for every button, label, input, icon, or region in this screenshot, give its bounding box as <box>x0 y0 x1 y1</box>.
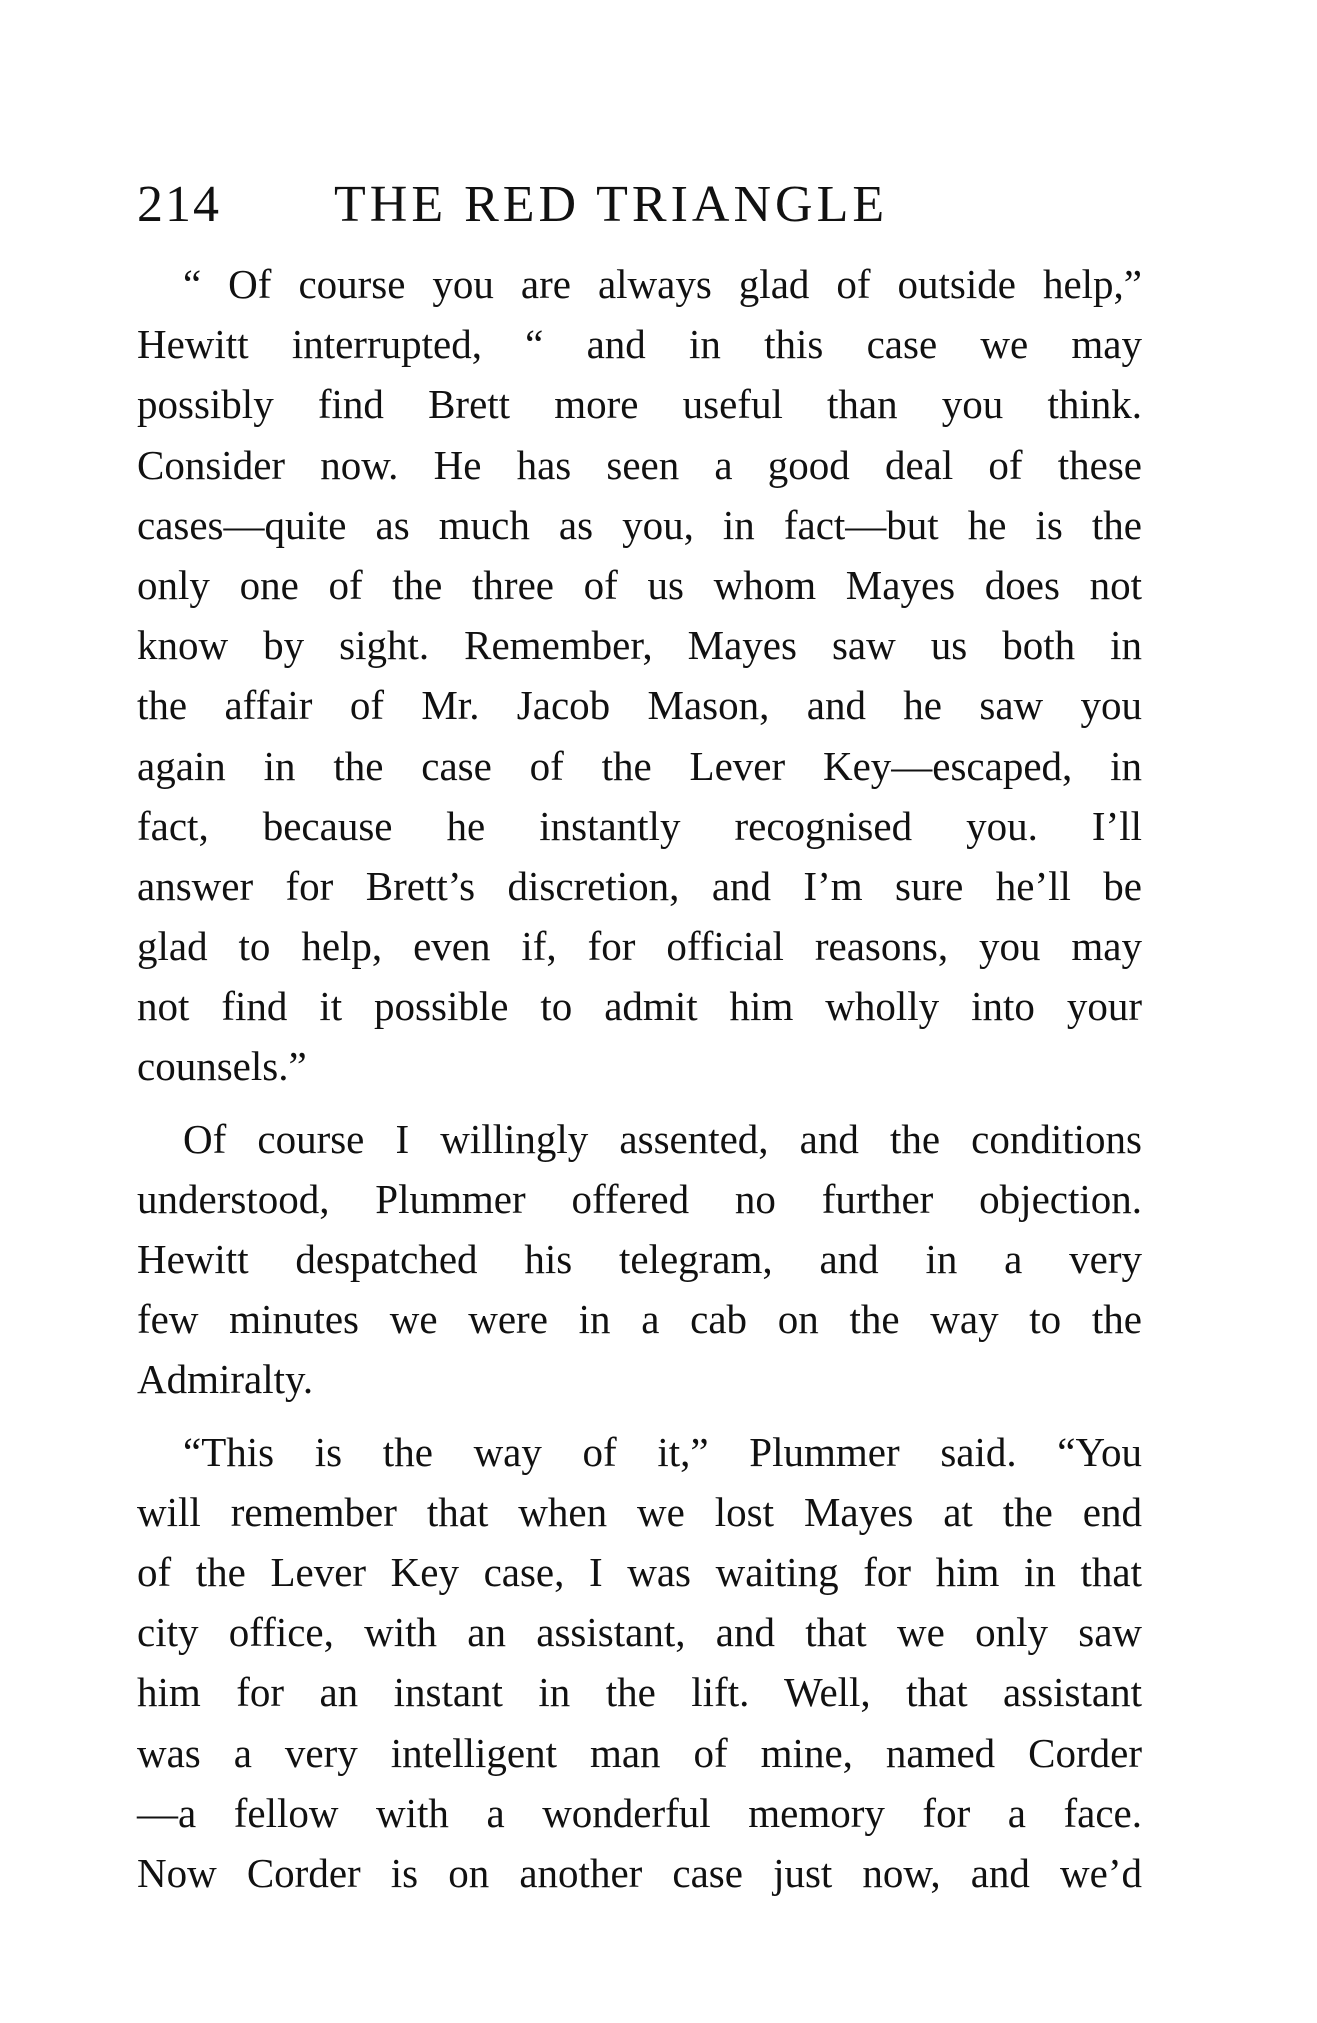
text-line: “This is the way of it,” Plummer said. “You <box>183 1428 1142 1475</box>
text-line: understood, Plummer offered no further objection. <box>137 1175 1142 1222</box>
text-line: city office, with an assistant, and that we only saw <box>137 1609 1142 1656</box>
text-line: answer for Brett’s discretion, and I’m sure he’ll be <box>137 862 1142 909</box>
page-number: 214 <box>137 176 221 233</box>
text-line: possibly find Brett more useful than you think. <box>137 381 1142 428</box>
text-line: “ Of course you are always glad of outside help,” <box>183 261 1142 307</box>
text-line: glad to help, even if, for official reasons, you may <box>137 923 1142 970</box>
text-line: know by sight. Remember, Mayes saw us both in <box>137 622 1142 669</box>
text-line: Of course I willingly assented, and the conditions <box>183 1115 1142 1162</box>
text-line: again in the case of the Lever Key—escaped, in <box>137 742 1142 789</box>
text-line: few minutes we were in a cab on the way to the <box>137 1296 1142 1343</box>
text-line: fact, because he instantly recognised you. I’ll <box>137 802 1142 849</box>
text-line: Now Corder is on another case just now, and we’d <box>137 1849 1142 1896</box>
text-line: of the Lever Key case, I was waiting for him in that <box>137 1548 1142 1595</box>
text-line: him for an instant in the lift. Well, that assistant <box>137 1669 1142 1716</box>
body-text <box>137 254 1142 1903</box>
text-line: Hewitt interrupted, “ and in this case we may <box>137 321 1142 368</box>
paragraph-gap <box>137 1410 1142 1422</box>
text-line: Admiralty. <box>137 1356 314 1403</box>
running-title: THE RED TRIANGLE <box>334 176 889 233</box>
text-line: was a very intelligent man of mine, named Corder <box>137 1729 1142 1776</box>
text-line: cases—quite as much as you, in fact—but he is the <box>137 501 1142 548</box>
text-line: not find it possible to admit him wholly into your <box>137 983 1142 1030</box>
text-line: counsels.” <box>137 1043 307 1090</box>
text-line: only one of the three of us whom Mayes does not <box>137 561 1142 608</box>
text-line: Hewitt despatched his telegram, and in a very <box>137 1236 1142 1282</box>
text-line: will remember that when we lost Mayes at the end <box>137 1488 1142 1535</box>
text-line: Consider now. He has seen a good deal of these <box>137 441 1142 488</box>
text-line: —a fellow with a wonderful memory for a face. <box>137 1789 1142 1836</box>
text-line: the affair of Mr. Jacob Mason, and he saw you <box>137 682 1142 729</box>
running-head <box>137 170 1137 240</box>
paragraph-gap <box>137 1097 1142 1109</box>
